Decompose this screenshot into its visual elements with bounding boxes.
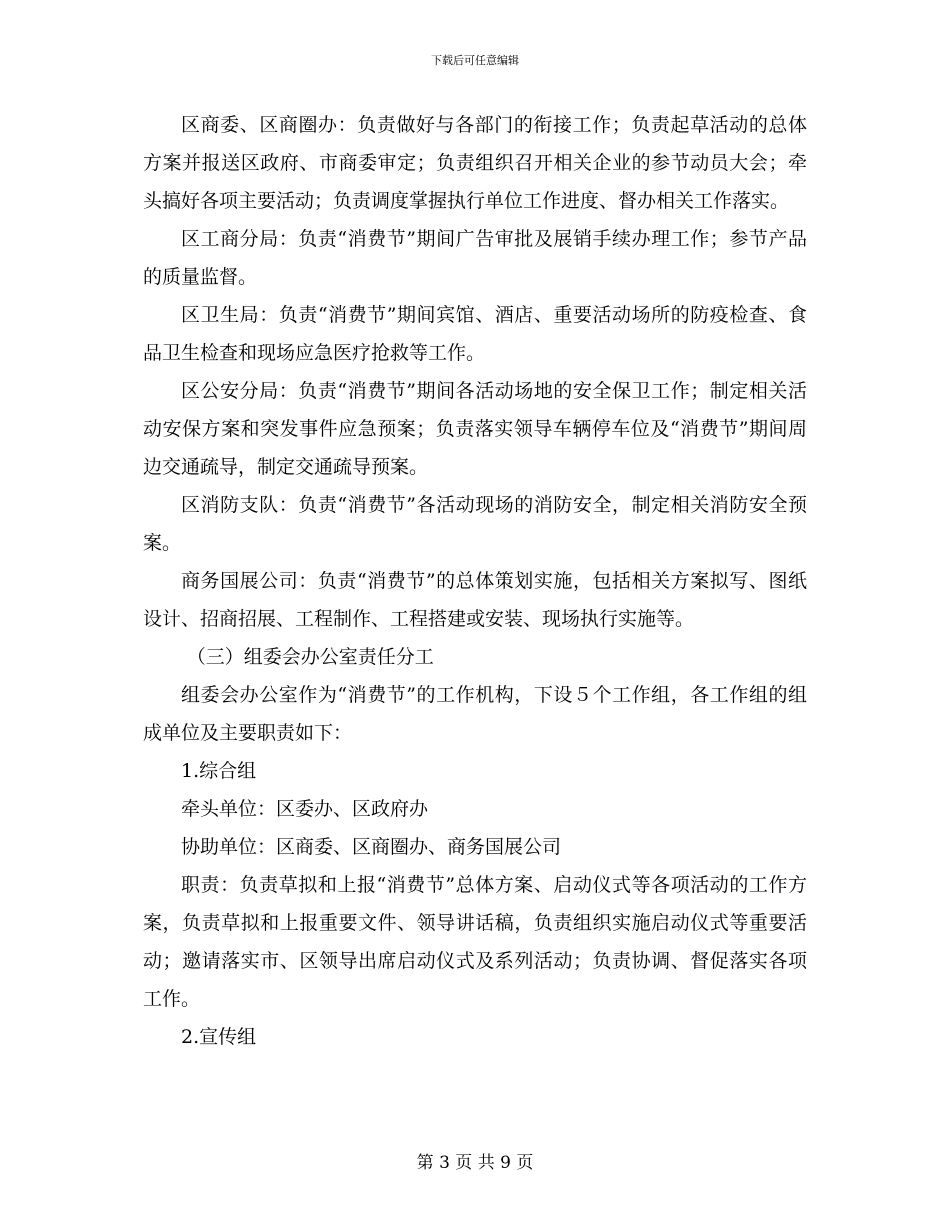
paragraph-lead-units: 牵头单位：区委办、区政府办 (181, 798, 429, 820)
paragraph-industry-commerce: 区工商分局：负责“消费节”期间广告审批及展销手续办理工作；参节产品的质量监督。 (143, 228, 807, 288)
paragraph-fire-brigade: 区消防支队：负责“消费节”各活动现场的消防安全，制定相关消防安全预案。 (143, 494, 807, 554)
page-header: 下载后可任意编辑 (431, 54, 519, 67)
paragraph-exhibition-company: 商务国展公司：负责“消费节”的总体策划实施，包括相关方案拟写、图纸设计、招商招展、工程制作、工程搭建或安装、现场执行实施等。 (143, 570, 807, 630)
section-heading: （三）组委会办公室责任分工 (186, 646, 434, 668)
group-heading-publicity: 2.宣传组 (181, 1026, 257, 1048)
paragraph-assist-units: 协助单位：区商委、区商圈办、商务国展公司 (181, 836, 562, 858)
document-body (143, 106, 807, 1056)
paragraph-district-commerce: 区商委、区商圈办：负责做好与各部门的衔接工作；负责起草活动的总体方案并报送区政府、市商委审定；负责组织召开相关企业的参节动员大会；牵头搞好各项主要活动；负责调度掌握执行单位工作进度、督办相关工作落实。 (143, 114, 807, 212)
paragraph-office-intro: 组委会办公室作为“消费节”的工作机构，下设５个工作组，各工作组的组成单位及主要职责如下： (143, 684, 807, 744)
group-heading-general: 1.综合组 (181, 760, 257, 782)
paragraph-public-security: 区公安分局：负责“消费节”期间各活动场地的安全保卫工作；制定相关活动安保方案和突发事件应急预案；负责落实领导车辆停车位及“消费节”期间周边交通疏导，制定交通疏导预案。 (143, 380, 807, 478)
paragraph-health-bureau: 区卫生局：负责“消费节”期间宾馆、酒店、重要活动场所的防疫检查、食品卫生检查和现场应急医疗抢救等工作。 (143, 304, 807, 364)
page-number: 第 3 页 共 9 页 (416, 1153, 534, 1173)
paragraph-duties: 职责：负责草拟和上报“消费节”总体方案、启动仪式等各项活动的工作方案，负责草拟和上报重要文件、领导讲话稿，负责组织实施启动仪式等重要活动；邀请落实市、区领导出席启动仪式及系列活动；负责协调、督促落实各项工作。 (143, 874, 807, 1010)
